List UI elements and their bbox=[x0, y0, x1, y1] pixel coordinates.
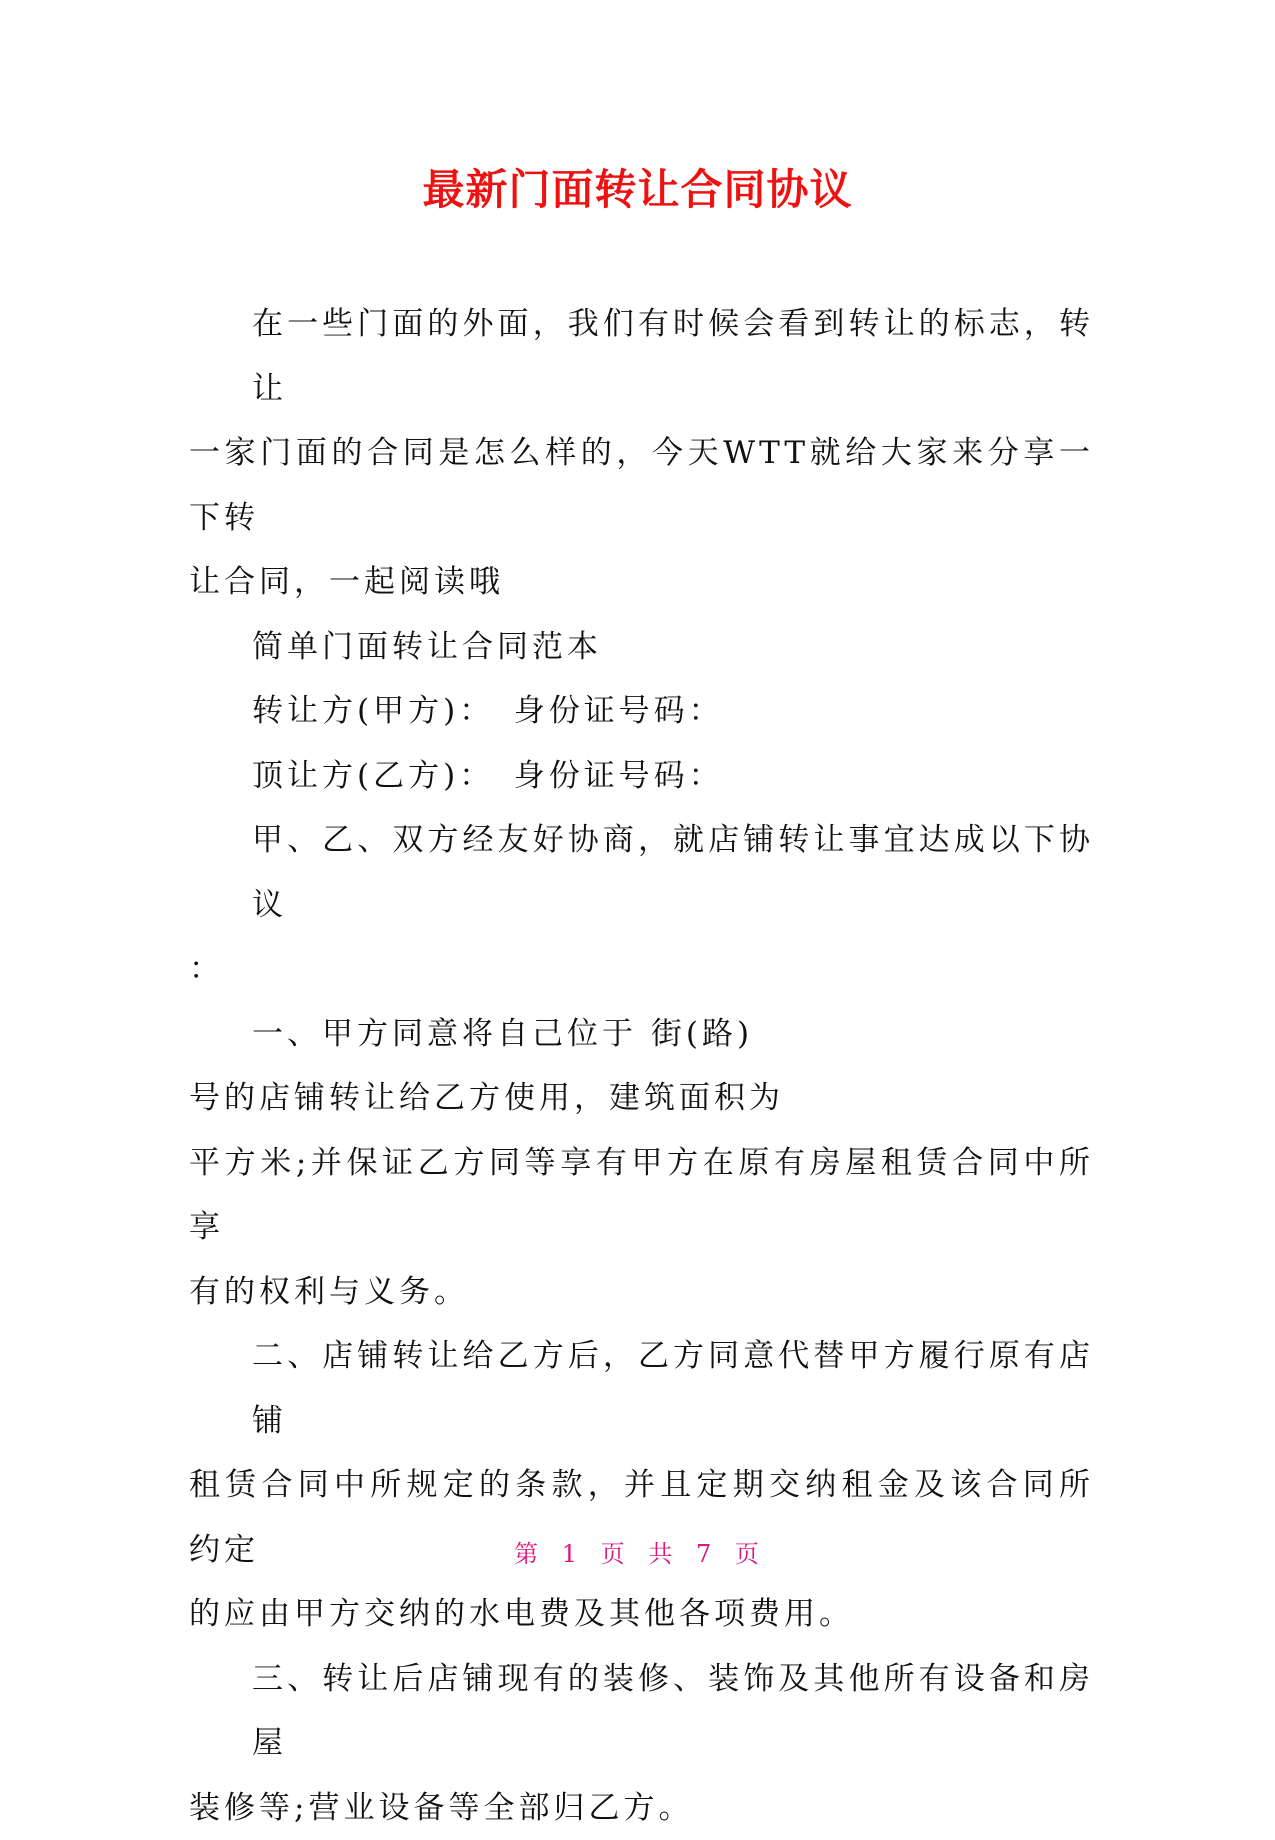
page-footer bbox=[0, 1538, 1275, 1570]
preamble-line-1: 甲、乙、双方经友好协商，就店铺转让事宜达成以下协议 bbox=[189, 808, 1094, 937]
preamble-paragraph bbox=[189, 808, 1094, 1002]
preamble-line-2: ： bbox=[189, 937, 1094, 1002]
document-title: 最新门面转让合同协议 bbox=[0, 162, 1275, 218]
intro-line-1: 在一些门面的外面，我们有时候会看到转让的标志，转让 bbox=[189, 292, 1094, 421]
footer-total-pages: 7 bbox=[696, 1540, 713, 1568]
clause-1-line-4: 有的权利与义务。 bbox=[189, 1260, 1094, 1325]
contract-subtitle: 简单门面转让合同范本 bbox=[189, 615, 1094, 680]
clause-1-line-1: 一、甲方同意将自己位于 街(路) bbox=[189, 1002, 1094, 1067]
party-a-line: 转让方(甲方)： 身份证号码： bbox=[189, 679, 1094, 744]
footer-word-gong: 共 bbox=[648, 1540, 674, 1568]
clause-3-line-2: 装修等;营业设备等全部归乙方。 bbox=[189, 1776, 1094, 1840]
clause-1-line-3: 平方米;并保证乙方同等享有甲方在原有房屋租赁合同中所享 bbox=[189, 1131, 1094, 1260]
party-b-line: 顶让方(乙方)： 身份证号码： bbox=[189, 744, 1094, 809]
footer-current-page: 1 bbox=[562, 1540, 579, 1568]
clause-2-line-1: 二、店铺转让给乙方后，乙方同意代替甲方履行原有店铺 bbox=[189, 1324, 1094, 1453]
clause-2-line-3: 的应由甲方交纳的水电费及其他各项费用。 bbox=[189, 1582, 1094, 1647]
clause-2-line-2: 租赁合同中所规定的条款，并且定期交纳租金及该合同所约定 bbox=[189, 1453, 1094, 1582]
footer-word-ye: 页 bbox=[601, 1540, 627, 1568]
clause-3-paragraph bbox=[189, 1647, 1094, 1840]
intro-paragraph bbox=[189, 292, 1094, 615]
clause-1-line-2: 号的店铺转让给乙方使用，建筑面积为 bbox=[189, 1066, 1094, 1131]
footer-word-ye-2: 页 bbox=[735, 1540, 761, 1568]
clause-3-line-1: 三、转让后店铺现有的装修、装饰及其他所有设备和房屋 bbox=[189, 1647, 1094, 1776]
document-body bbox=[189, 292, 1094, 1840]
intro-line-2: 一家门面的合同是怎么样的，今天WTT就给大家来分享一下转 bbox=[189, 421, 1094, 550]
clause-2-paragraph bbox=[189, 1324, 1094, 1647]
footer-word-di: 第 bbox=[514, 1540, 540, 1568]
intro-line-3: 让合同，一起阅读哦 bbox=[189, 550, 1094, 615]
clause-1-paragraph bbox=[189, 1002, 1094, 1325]
